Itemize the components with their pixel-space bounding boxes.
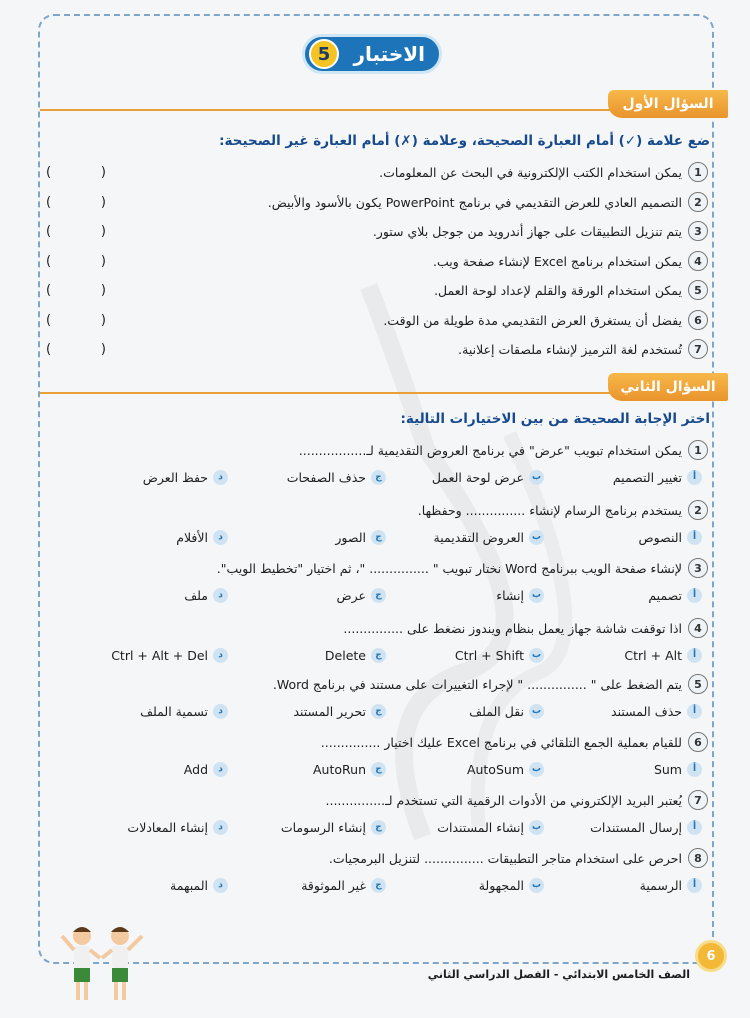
option-text: الأفلام (176, 529, 208, 545)
close-paren: ) (100, 223, 106, 239)
option-text: إنشاء المستندات (437, 819, 524, 835)
item-number: 1 (688, 162, 708, 182)
answer-parentheses[interactable] (46, 195, 106, 210)
option-text: حذف المستند (611, 703, 682, 719)
statement-text: يمكن استخدام برنامج Excel لإنشاء صفحة ويب. (432, 253, 682, 269)
item-number: 2 (688, 192, 708, 212)
answer-option[interactable] (228, 704, 386, 719)
options-row (70, 584, 702, 606)
statement-text: يمكن استخدام الكتب الإلكترونية في البحث عن المعلومات. (379, 164, 682, 180)
option-letter: د (213, 762, 228, 777)
answer-option[interactable] (386, 762, 544, 777)
answer-option[interactable] (544, 648, 702, 663)
option-letter: ب (529, 878, 544, 893)
statement-text: التصميم العادي للعرض التقديمي في برنامج PowerPoint يكون بالأسود والأبيض. (267, 194, 682, 210)
option-letter: أ (687, 470, 702, 485)
option-letter: ب (529, 648, 544, 663)
question-number: 3 (688, 558, 708, 578)
answer-option[interactable] (228, 588, 386, 603)
close-paren: ) (100, 253, 106, 269)
question-row (46, 556, 708, 580)
option-letter: ب (529, 704, 544, 719)
answer-option[interactable] (386, 704, 544, 719)
option-letter: د (213, 704, 228, 719)
answer-option[interactable] (386, 588, 544, 603)
question-text: اذا توقفت شاشة جهاز يعمل بنظام ويندوز نضغط على ............... (343, 620, 682, 636)
exam-title (302, 34, 442, 74)
option-text: عرض (336, 587, 366, 603)
option-letter: د (213, 820, 228, 835)
option-letter: أ (687, 530, 702, 545)
answer-option[interactable] (70, 704, 228, 719)
answer-parentheses[interactable] (46, 165, 106, 180)
option-text: ملف (184, 587, 208, 603)
question-text: يتم الضغط على " ............... " لإجراء التغييرات على مستند في برنامج Word. (272, 676, 682, 692)
true-false-item (46, 337, 708, 361)
answer-option[interactable] (544, 762, 702, 777)
statement-text: يتم تنزيل التطبيقات على جهاز أندرويد من جوجل بلاي ستور. (372, 223, 682, 239)
question-text: احرص على استخدام متاجر التطبيقات ............... لتنزيل البرمجيات. (328, 850, 682, 866)
options-row (70, 816, 702, 838)
answer-option[interactable] (70, 878, 228, 893)
option-letter: ج (371, 704, 386, 719)
options-row (70, 644, 702, 666)
options-row (70, 874, 702, 896)
answer-option[interactable] (386, 648, 544, 663)
answer-option[interactable] (228, 648, 386, 663)
options-row (70, 466, 702, 488)
answer-parentheses[interactable] (46, 224, 106, 239)
option-text: AutoRun (313, 761, 366, 777)
close-paren: ) (100, 164, 106, 180)
answer-option[interactable] (544, 588, 702, 603)
question-number: 2 (688, 500, 708, 520)
option-letter: ج (371, 762, 386, 777)
option-letter: أ (687, 820, 702, 835)
statement-text: يمكن استخدام الورقة والقلم لإعداد لوحة العمل. (434, 282, 682, 298)
question-row (46, 730, 708, 754)
section1-instruction: ضع علامة (✓) أمام العبارة الصحيحة، وعلامة (✗) أمام العبارة غير الصحيحة: (219, 133, 710, 149)
answer-option[interactable] (70, 648, 228, 663)
option-letter: د (213, 530, 228, 545)
section2-tab: السؤال الثاني (608, 373, 728, 401)
option-letter: ج (371, 530, 386, 545)
exam-title-label: الاختبار (353, 42, 425, 66)
answer-option[interactable] (70, 530, 228, 545)
page-number-badge: 6 (695, 940, 727, 972)
true-false-item (46, 219, 708, 243)
option-text: غير الموثوقة (301, 877, 366, 893)
option-text: Sum (653, 761, 682, 777)
question-number: 5 (688, 674, 708, 694)
option-text: النصوص (638, 529, 682, 545)
true-false-item (46, 308, 708, 332)
options-row (70, 758, 702, 780)
exam-number-badge: 5 (309, 39, 339, 69)
question-text: لإنشاء صفحة الويب ببرنامج Word نختار تبويب " ............... "، ثم اختيار "تخطيط الويب". (216, 560, 682, 576)
option-letter: ج (371, 648, 386, 663)
open-paren: ( (46, 312, 52, 328)
answer-option[interactable] (70, 470, 228, 485)
option-letter: أ (687, 704, 702, 719)
option-letter: أ (687, 588, 702, 603)
question-number: 6 (688, 732, 708, 752)
true-false-item (46, 249, 708, 273)
statement-text: يفضل أن يستغرق العرض التقديمي مدة طويلة من الوقت. (383, 312, 682, 328)
answer-option[interactable] (544, 704, 702, 719)
option-text: العروض التقديمية (433, 529, 524, 545)
option-letter: ج (371, 588, 386, 603)
option-text: عرض لوحة العمل (431, 469, 524, 485)
answer-option[interactable] (228, 470, 386, 485)
question-number: 7 (688, 790, 708, 810)
option-text: تصميم (648, 587, 682, 603)
question-number: 8 (688, 848, 708, 868)
option-text: الرسمية (639, 877, 682, 893)
open-paren: ( (46, 164, 52, 180)
option-text: Ctrl + Alt (624, 647, 682, 663)
answer-option[interactable] (386, 530, 544, 545)
option-text: حذف الصفحات (286, 469, 366, 485)
open-paren: ( (46, 194, 52, 210)
answer-option[interactable] (544, 530, 702, 545)
item-number: 5 (688, 280, 708, 300)
open-paren: ( (46, 253, 52, 269)
answer-parentheses[interactable] (46, 283, 106, 298)
open-paren: ( (46, 341, 52, 357)
option-letter: أ (687, 648, 702, 663)
option-text: تحرير المستند (293, 703, 366, 719)
option-letter: ب (529, 820, 544, 835)
question-text: يمكن استخدام تبويب "عرض" في برنامج العروض التقديمية لـ................. (298, 442, 682, 458)
option-text: إنشاء (496, 587, 524, 603)
open-paren: ( (46, 223, 52, 239)
question-row (46, 788, 708, 812)
option-text: تغيير التصميم (612, 469, 682, 485)
option-letter: د (213, 878, 228, 893)
options-row (70, 700, 702, 722)
option-letter: ب (529, 762, 544, 777)
open-paren: ( (46, 282, 52, 298)
close-paren: ) (100, 194, 106, 210)
option-letter: ب (529, 588, 544, 603)
option-text: المجهولة (478, 877, 524, 893)
item-number: 4 (688, 251, 708, 271)
statement-text: تُستخدم لغة الترميز لإنشاء ملصقات إعلانية. (458, 341, 682, 357)
option-letter: أ (687, 762, 702, 777)
option-text: إنشاء المعادلات (127, 819, 208, 835)
close-paren: ) (100, 312, 106, 328)
option-letter: د (213, 470, 228, 485)
option-letter: د (213, 648, 228, 663)
option-text: Ctrl + Shift (454, 647, 524, 663)
question-number: 4 (688, 618, 708, 638)
option-letter: ج (371, 820, 386, 835)
answer-option[interactable] (70, 762, 228, 777)
answer-parentheses[interactable] (46, 342, 106, 357)
options-row (70, 526, 702, 548)
answer-option[interactable] (228, 762, 386, 777)
question-row (46, 616, 708, 640)
question-text: للقيام بعملية الجمع التلقائي في برنامج Excel عليك اختيار ............... (320, 734, 682, 750)
option-letter: أ (687, 878, 702, 893)
option-text: إنشاء الرسومات (280, 819, 366, 835)
item-number: 3 (688, 221, 708, 241)
item-number: 7 (688, 339, 708, 359)
answer-option[interactable] (544, 820, 702, 835)
option-text: تسمية الملف (140, 703, 208, 719)
answer-option[interactable] (386, 820, 544, 835)
children-illustration (52, 918, 152, 1006)
option-letter: د (213, 588, 228, 603)
true-false-item (46, 278, 708, 302)
close-paren: ) (100, 282, 106, 298)
option-text: Add (183, 761, 208, 777)
question-text: يُعتبر البريد الإلكتروني من الأدوات الرقمية التي تستخدم لـ............... (325, 792, 682, 808)
option-text: إرسال المستندات (590, 819, 682, 835)
option-text: حفظ العرض (142, 469, 208, 485)
question-row (46, 498, 708, 522)
true-false-item (46, 190, 708, 214)
option-text: AutoSum (466, 761, 524, 777)
section1-tab: السؤال الأول (608, 90, 728, 118)
option-text: الصور (335, 529, 366, 545)
footer-grade-label: الصف الخامس الابتدائي - الفصل الدراسي الثاني (427, 968, 690, 981)
answer-option[interactable] (228, 878, 386, 893)
question-row (46, 846, 708, 870)
option-text: نقل الملف (469, 703, 524, 719)
answer-option[interactable] (386, 878, 544, 893)
option-letter: ب (529, 470, 544, 485)
option-text: Ctrl + Alt + Del (111, 647, 208, 663)
question-text: يستخدم برنامج الرسام لإنشاء ............... وحفظها. (417, 502, 682, 518)
answer-option[interactable] (70, 820, 228, 835)
question-number: 1 (688, 440, 708, 460)
question-row (46, 438, 708, 462)
option-text: المبهمة (170, 877, 208, 893)
answer-option[interactable] (70, 588, 228, 603)
answer-parentheses[interactable] (46, 313, 106, 328)
item-number: 6 (688, 310, 708, 330)
answer-option[interactable] (228, 820, 386, 835)
option-text: Delete (324, 647, 366, 663)
option-letter: ب (529, 530, 544, 545)
answer-option[interactable] (544, 878, 702, 893)
close-paren: ) (100, 341, 106, 357)
answer-option[interactable] (386, 470, 544, 485)
option-letter: ج (371, 470, 386, 485)
true-false-item (46, 160, 708, 184)
answer-option[interactable] (228, 530, 386, 545)
section2-instruction: اختر الإجابة الصحيحة من بين الاختيارات التالية: (400, 411, 710, 427)
question-row (46, 672, 708, 696)
option-letter: ج (371, 878, 386, 893)
answer-option[interactable] (544, 470, 702, 485)
answer-parentheses[interactable] (46, 254, 106, 269)
